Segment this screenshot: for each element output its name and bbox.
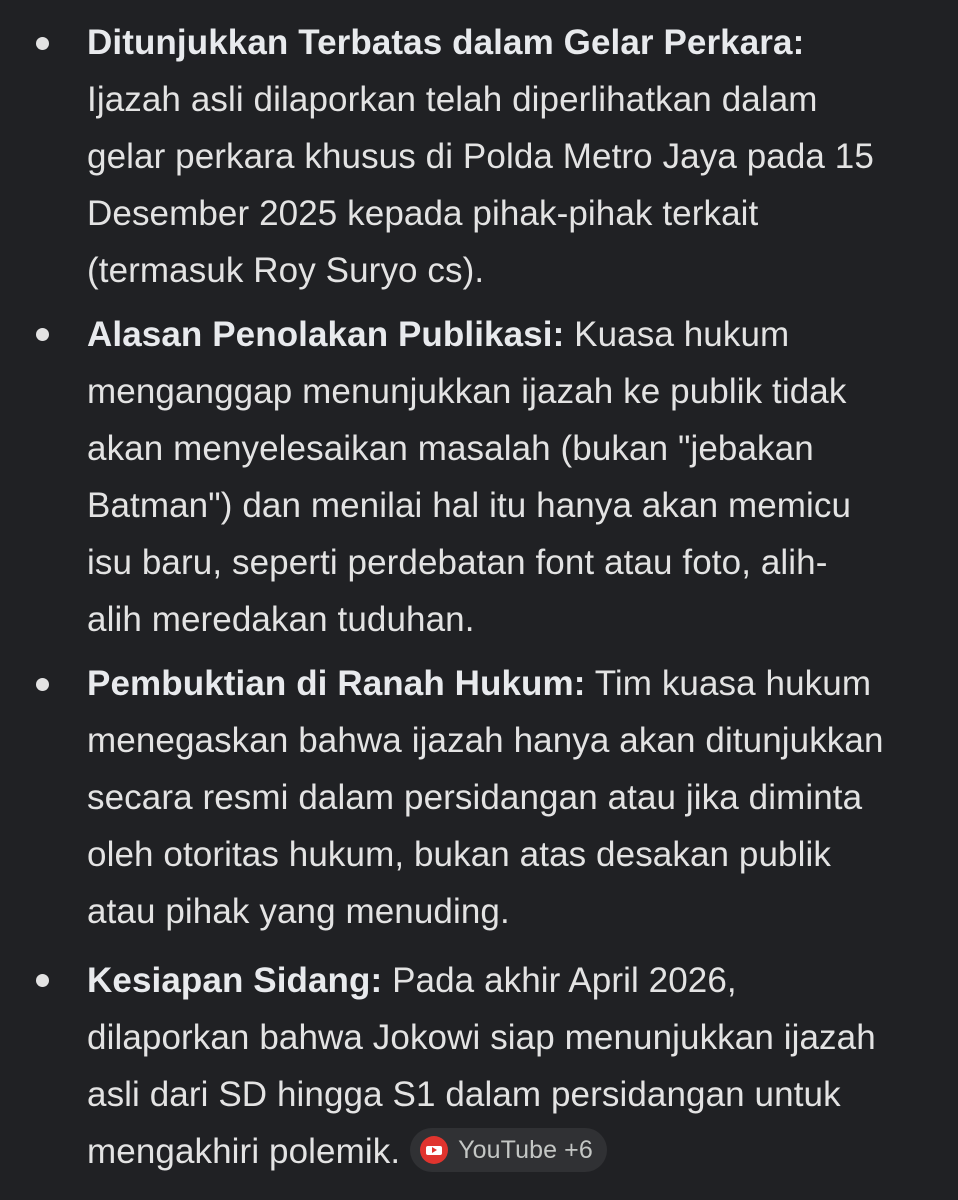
bullet-dot (36, 678, 49, 691)
list-item-line: Kuasa hukum (564, 315, 790, 354)
list-item-line: Batman") dan menilai hal itu hanya akan memicu (87, 486, 852, 525)
list-item-line: secara resmi dalam persidangan atau jika diminta (87, 778, 863, 817)
list-item-text (87, 655, 907, 940)
list-item-line: (termasuk Roy Suryo cs). (87, 251, 485, 290)
list-item-line: dilaporkan bahwa Jokowi siap menunjukkan ijazah (87, 1018, 876, 1057)
list-item-line: isu baru, seperti perdebatan font atau foto, alih- (87, 543, 828, 582)
list-item-line: atau pihak yang menuding. (87, 892, 510, 931)
list-item-line: oleh otoritas hukum, bukan atas desakan publik (87, 835, 831, 874)
bullet-dot (36, 974, 49, 987)
list-item-text (87, 952, 907, 1180)
list-item-line: Ijazah asli dilaporkan telah diperlihatkan dalam (87, 80, 818, 119)
list-item-line: alih meredakan tuduhan. (87, 600, 475, 639)
list-item-text (87, 306, 907, 648)
list-item-heading: Kesiapan Sidang: (87, 961, 383, 1000)
youtube-icon (420, 1136, 448, 1164)
list-item-line: asli dari SD hingga S1 dalam persidangan untuk (87, 1075, 841, 1114)
list-item-line: menegaskan bahwa ijazah hanya akan ditunjukkan (87, 721, 884, 760)
list-item-line: Tim kuasa hukum (585, 664, 872, 703)
list-item-heading: Ditunjukkan Terbatas dalam Gelar Perkara: (87, 23, 805, 62)
bullet-dot (36, 328, 49, 341)
list-item-text (87, 14, 907, 299)
list-item-line: mengakhiri polemik. (87, 1132, 401, 1171)
list-item-line: Desember 2025 kepada pihak-pihak terkait (87, 194, 759, 233)
list-item-line: Pada akhir April 2026, (382, 961, 737, 1000)
list-item-line: akan menyelesaikan masalah (bukan "jebakan (87, 429, 814, 468)
list-item-heading: Alasan Penolakan Publikasi: (87, 315, 565, 354)
source-chip[interactable] (410, 1128, 607, 1172)
list-item-heading: Pembuktian di Ranah Hukum: (87, 664, 586, 703)
source-chip-label: YouTube +6 (458, 1135, 593, 1164)
list-item-line: menganggap menunjukkan ijazah ke publik tidak (87, 372, 847, 411)
list-item-line: gelar perkara khusus di Polda Metro Jaya pada 15 (87, 137, 874, 176)
bullet-dot (36, 37, 49, 50)
